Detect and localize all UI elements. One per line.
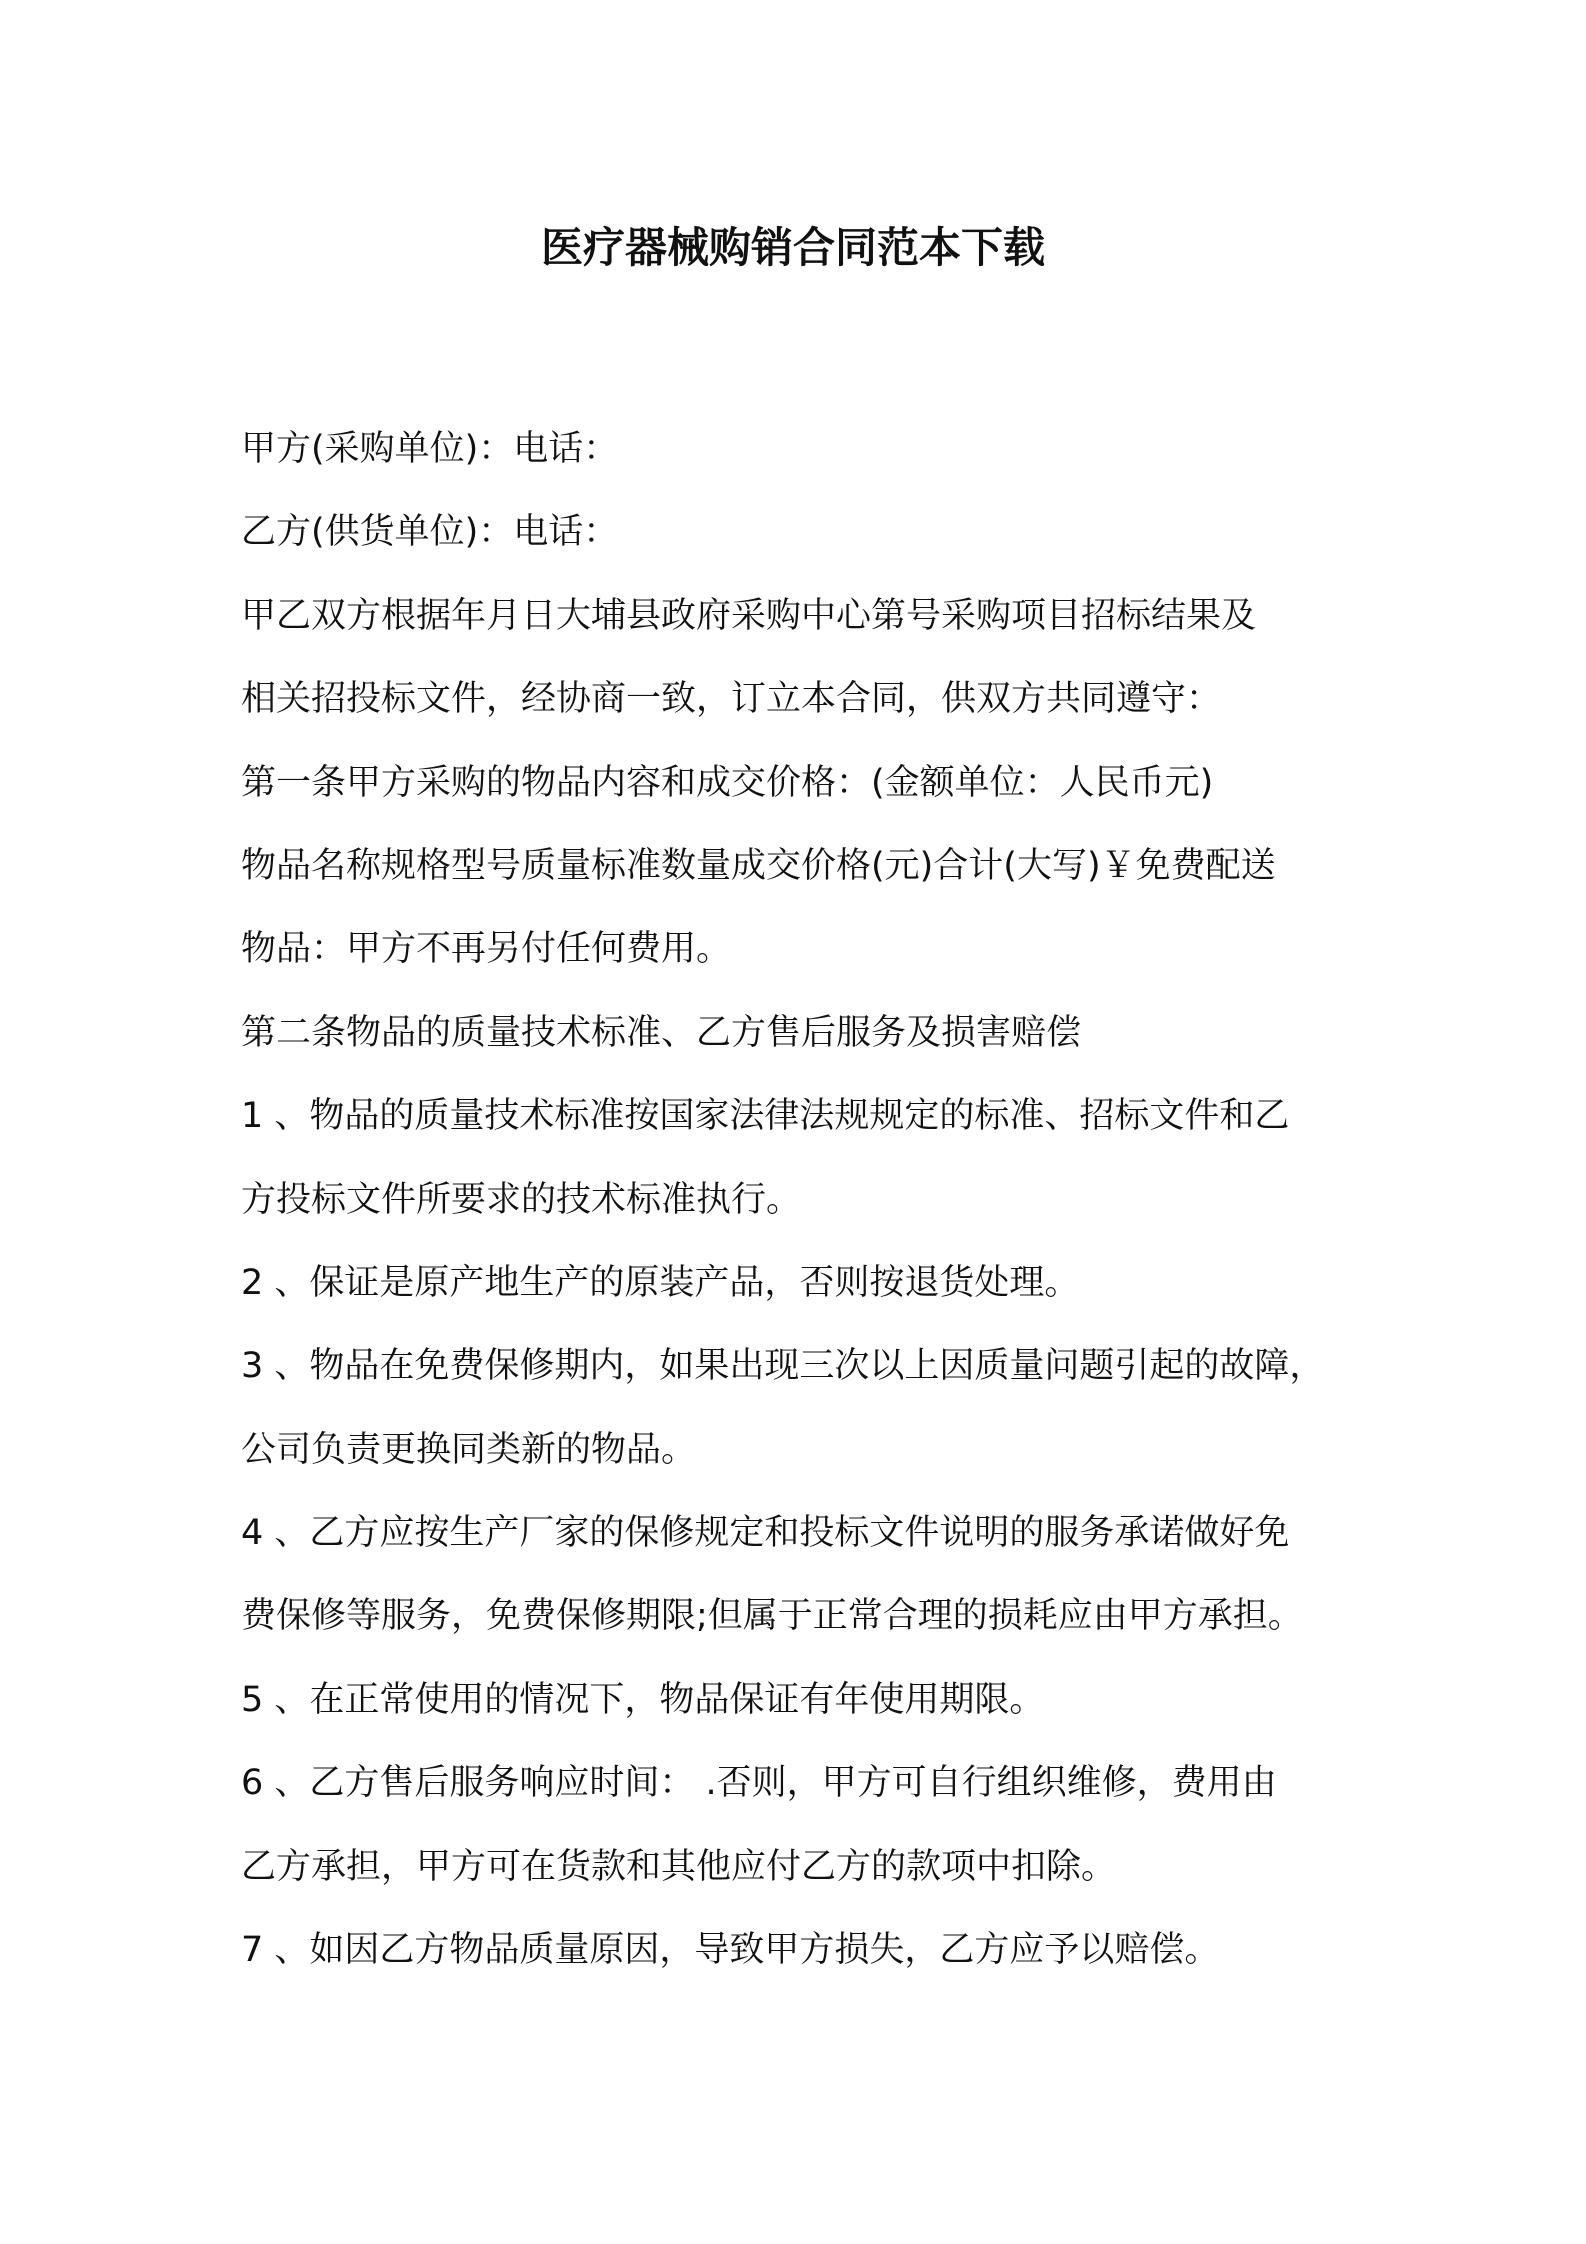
clause-4-line: 4 、乙方应按生产厂家的保修规定和投标文件说明的服务承诺做好免 bbox=[241, 1513, 1290, 1554]
party-a-line: 甲方(采购单位)：电话： bbox=[241, 429, 619, 469]
clause-2-line: 2 、保证是原产地生产的原装产品，否则按退货处理。 bbox=[241, 1262, 1080, 1303]
clause-1-line: 方投标文件所要求的技术标准执行。 bbox=[241, 1179, 802, 1220]
preamble-line: 甲乙双方根据年月日大埔县政府采购中心第号采购项目招标结果及 bbox=[241, 595, 1257, 636]
article-1-heading: 第一条甲方采购的物品内容和成交价格：(金额单位：人民币元) bbox=[241, 762, 1214, 803]
article-2-heading: 第二条物品的质量技术标准、乙方售后服务及损害赔偿 bbox=[241, 1012, 1082, 1053]
clause-6-line: 乙方承担，甲方可在货款和其他应付乙方的款项中扣除。 bbox=[241, 1846, 1117, 1887]
article-1-line: 物品：甲方不再另付任何费用。 bbox=[241, 929, 732, 970]
clause-7-line: 7 、如因乙方物品质量原因，导致甲方损失，乙方应予以赔偿。 bbox=[241, 1930, 1220, 1971]
clause-3-line: 公司负责更换同类新的物品。 bbox=[241, 1429, 697, 1470]
clause-6-line: 6 、乙方售后服务响应时间： .否则，甲方可自行组织维修，费用由 bbox=[241, 1763, 1277, 1804]
clause-4-line: 费保修等服务，免费保修期限;但属于正常合理的损耗应由甲方承担。 bbox=[241, 1596, 1303, 1637]
clause-5-line: 5 、在正常使用的情况下，物品保证有年使用期限。 bbox=[241, 1679, 1045, 1720]
clause-3-line: 3 、物品在免费保修期内，如果出现三次以上因质量问题引起的故障， bbox=[241, 1346, 1325, 1387]
article-1-line: 物品名称规格型号质量标准数量成交价格(元)合计(大写)￥免费配送 bbox=[241, 845, 1276, 886]
document-body bbox=[241, 408, 1361, 1992]
clause-1-line: 1 、物品的质量技术标准按国家法律法规规定的标准、招标文件和乙 bbox=[241, 1096, 1290, 1137]
party-b-line: 乙方(供货单位)：电话： bbox=[241, 512, 619, 553]
document-title: 医疗器械购销合同范本下载 bbox=[540, 223, 1045, 272]
preamble-line: 相关招投标文件，经协商一致，订立本合同，供双方共同遵守： bbox=[241, 679, 1222, 720]
